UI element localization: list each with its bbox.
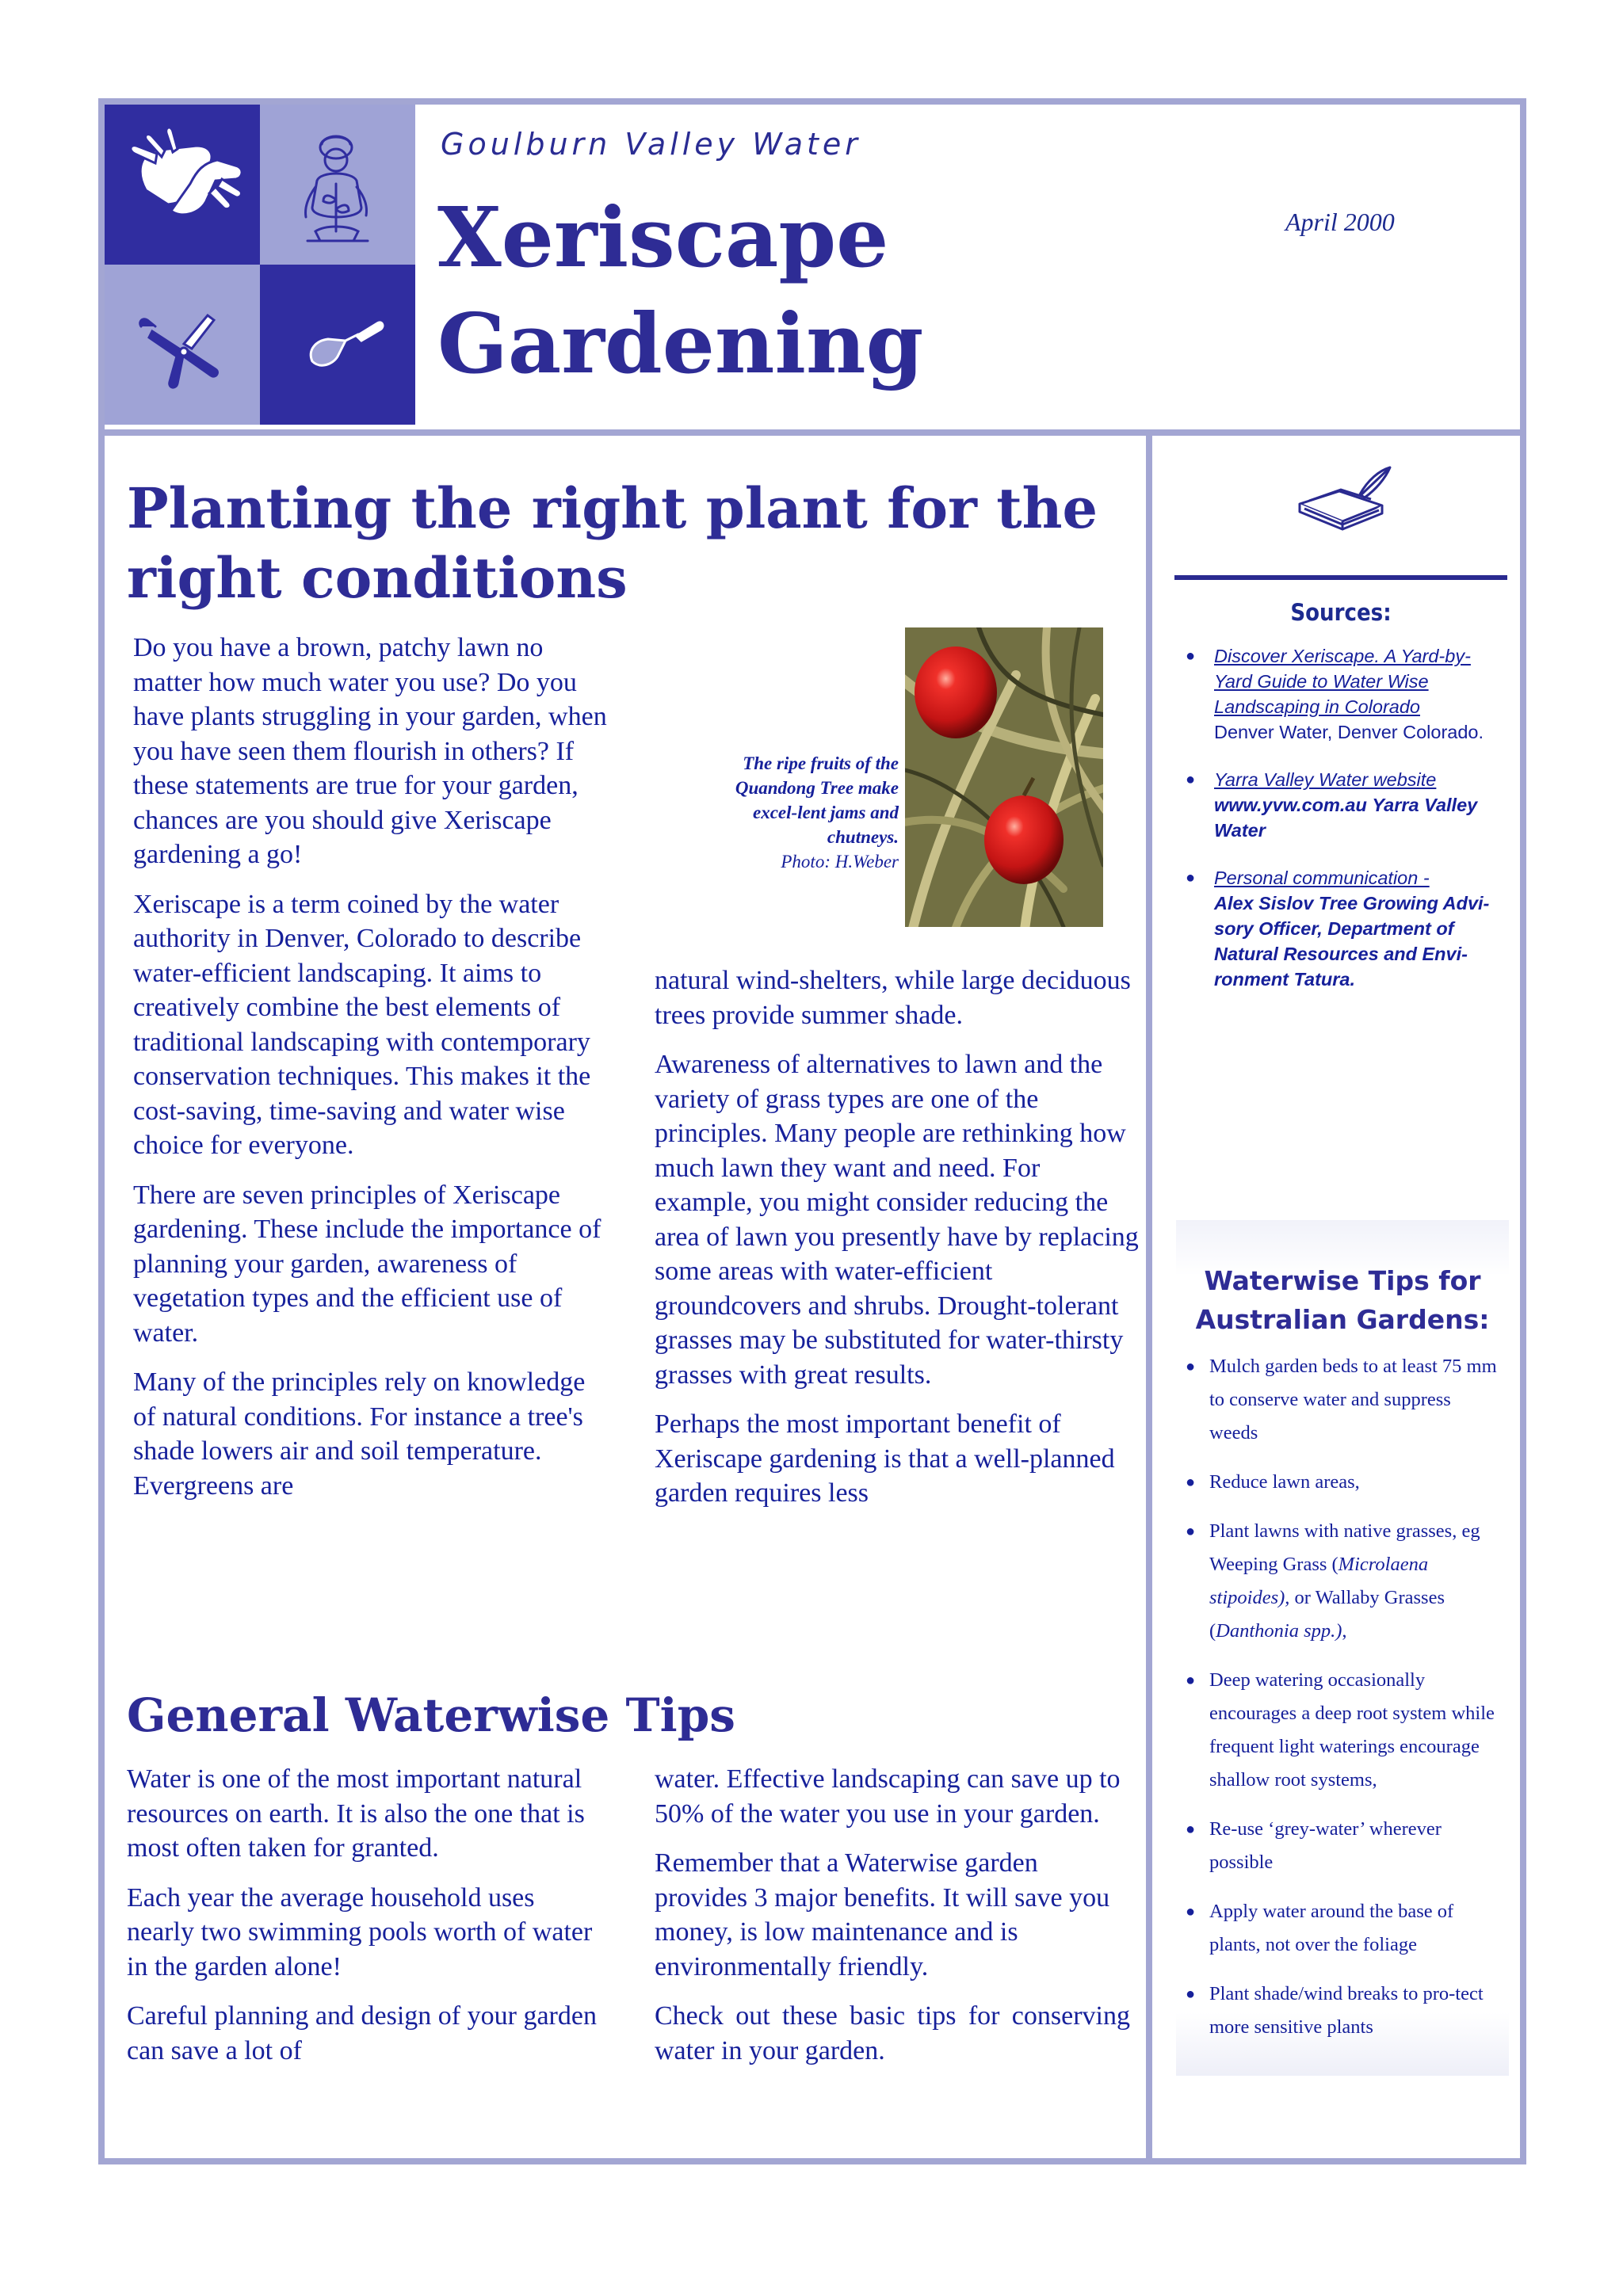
sources-divider <box>1174 575 1507 580</box>
organization-name: Goulburn Valley Water <box>441 127 861 162</box>
sources-title: Sources: <box>1290 599 1392 626</box>
tip-item <box>1186 1515 1503 1648</box>
sidebar-divider <box>1146 436 1152 2164</box>
source-item <box>1186 865 1503 992</box>
article2-column1 <box>127 1762 602 2083</box>
newsletter-title-line1: Xeriscape <box>437 189 889 286</box>
scientific-name: Microlaena stipoides), <box>1209 1554 1429 1608</box>
source-link[interactable]: Yarra Valley Water website <box>1214 769 1437 790</box>
source-item <box>1186 767 1503 843</box>
tip-item: ● Mulch garden beds to at least 75 mm to conserve water and suppress weeds <box>1186 1350 1503 1450</box>
paragraph: Check out these basic tips for conserving water in your garden. <box>655 2001 1130 2065</box>
newsletter-title-line2: Gardening <box>437 295 924 392</box>
tile-bottom-left <box>105 265 260 425</box>
tip-item: ● Deep watering occasionally encourages a deep root system while frequent light waterings encourage shallow root systems, <box>1186 1664 1503 1797</box>
paragraph: Each year the average household uses nearly two swimming pools worth of water in the garden alone! <box>127 1882 593 1981</box>
tip-item: ● Apply water around the base of plants, not over the foliage <box>1186 1895 1503 1962</box>
tip-text: or Wallaby Grasses ( <box>1209 1587 1445 1642</box>
trowel-icon <box>260 265 415 425</box>
article1-column2 <box>655 963 1140 1526</box>
paragraph: natural wind-shelters, while large deciduous trees provide summer shade. <box>655 966 1131 1030</box>
tile-top-left <box>105 105 260 265</box>
article1-column1 <box>133 631 609 1518</box>
tips-title <box>1176 1261 1509 1339</box>
photo-caption: The ripe fruits of the Quandong Tree make excel-lent jams and chutneys. <box>735 753 899 847</box>
tips-title-line1: Waterwise Tips for <box>1204 1265 1481 1296</box>
article2-heading: General Waterwise Tips <box>127 1688 735 1742</box>
paragraph: water. Effective landscaping can save up to 50% of the water you use in your garden. <box>655 1764 1121 1829</box>
gloves-icon <box>105 105 260 265</box>
quandong-photo <box>905 627 1103 927</box>
gardener-icon <box>260 105 415 265</box>
tile-bottom-right <box>260 265 415 425</box>
tile-top-right <box>260 105 415 265</box>
article2-column2 <box>655 1762 1130 2083</box>
source-url: www.yvw.com.au <box>1214 795 1367 815</box>
sources-list <box>1186 643 1503 1014</box>
paragraph: Many of the principles rely on knowledge of natural conditions. For instance a tree's shade lowers air and soil temperature. Evergreens are <box>133 1367 586 1501</box>
shears-icon <box>105 265 260 425</box>
tips-list <box>1186 1350 1503 2060</box>
tip-text: , <box>1342 1620 1347 1642</box>
tip-item: ● Re-use ‘grey-water’ wherever possible <box>1186 1813 1503 1879</box>
paragraph: Do you have a brown, patchy lawn no matter how much water you use? Do you have plants struggling in your garden, when you have seen them flourish in others? If these statements are true for your garden, chances are you should give Xeriscape gardening a go! <box>133 633 607 869</box>
quandong-fruit-image <box>905 627 1103 927</box>
paragraph: Xeriscape is a term coined by the water authority in Denver, Colorado to describe water-efficient landscaping. It aims to creatively combine the best elements of traditional landscaping with contemporary conservation techniques. This makes it the cost-saving, time-saving and water wise choice for everyone. <box>133 889 591 1160</box>
tip-item: ● Plant shade/wind breaks to pro-tect more sensitive plants <box>1186 1978 1503 2044</box>
paragraph: Remember that a Waterwise garden provides 3 major benefits. It will save you money, is low maintenance and is environmentally friendly. <box>655 1848 1110 1981</box>
paragraph: Perhaps the most important benefit of Xeriscape gardening is that a well-planned garden requires less <box>655 1409 1115 1508</box>
source-link[interactable]: Personal communication - <box>1214 868 1430 888</box>
tips-title-line2: Australian Gardens: <box>1195 1304 1490 1335</box>
source-detail: Yarra Valley Water <box>1214 795 1478 841</box>
paragraph: Awareness of alternatives to lawn and the variety of grass types are one of the principles. Many people are rethinking how much lawn they want and need. For example, you might consider reducing the area of lawn you presently have by replacing some areas with water-efficient groundcovers and shrubs. Drought-tolerant grasses may be substituted for water-thirsty grasses with great results. <box>655 1050 1139 1390</box>
paragraph: Careful planning and design of your garden can save a lot of <box>127 2001 597 2065</box>
tip-text: Plant lawns with native grasses, eg Weeping Grass ( <box>1209 1520 1480 1575</box>
scientific-name: Danthonia spp.) <box>1216 1620 1342 1642</box>
tip-item: ● Reduce lawn areas, <box>1186 1466 1503 1499</box>
source-detail: Alex Sislov Tree Growing Advi-sory Officer, Department of Natural Resources and Envi-ronment Tatura. <box>1214 893 1490 990</box>
source-link[interactable]: Discover Xeriscape. A Yard-by-Yard Guide to Water Wise Landscaping in Colorado <box>1214 646 1471 717</box>
book-quill-icon <box>1293 464 1393 532</box>
paragraph: There are seven principles of Xeriscape gardening. These include the importance of planning your garden, awareness of vegetation types and the efficient use of water. <box>133 1180 601 1348</box>
source-item <box>1186 643 1503 745</box>
photo-credit: Photo: H.Weber <box>781 852 899 871</box>
sidebar-illustration <box>1293 464 1393 532</box>
article1-heading: Planting the right plant for the right conditions <box>127 475 1098 611</box>
photo-caption-block <box>729 751 899 874</box>
header-divider <box>98 429 1526 436</box>
paragraph: Water is one of the most important natural resources on earth. It is also the one that is most often taken for granted. <box>127 1764 585 1863</box>
source-detail: Denver Water, Denver Colorado. <box>1214 722 1484 742</box>
issue-date: April 2000 <box>1285 208 1395 236</box>
